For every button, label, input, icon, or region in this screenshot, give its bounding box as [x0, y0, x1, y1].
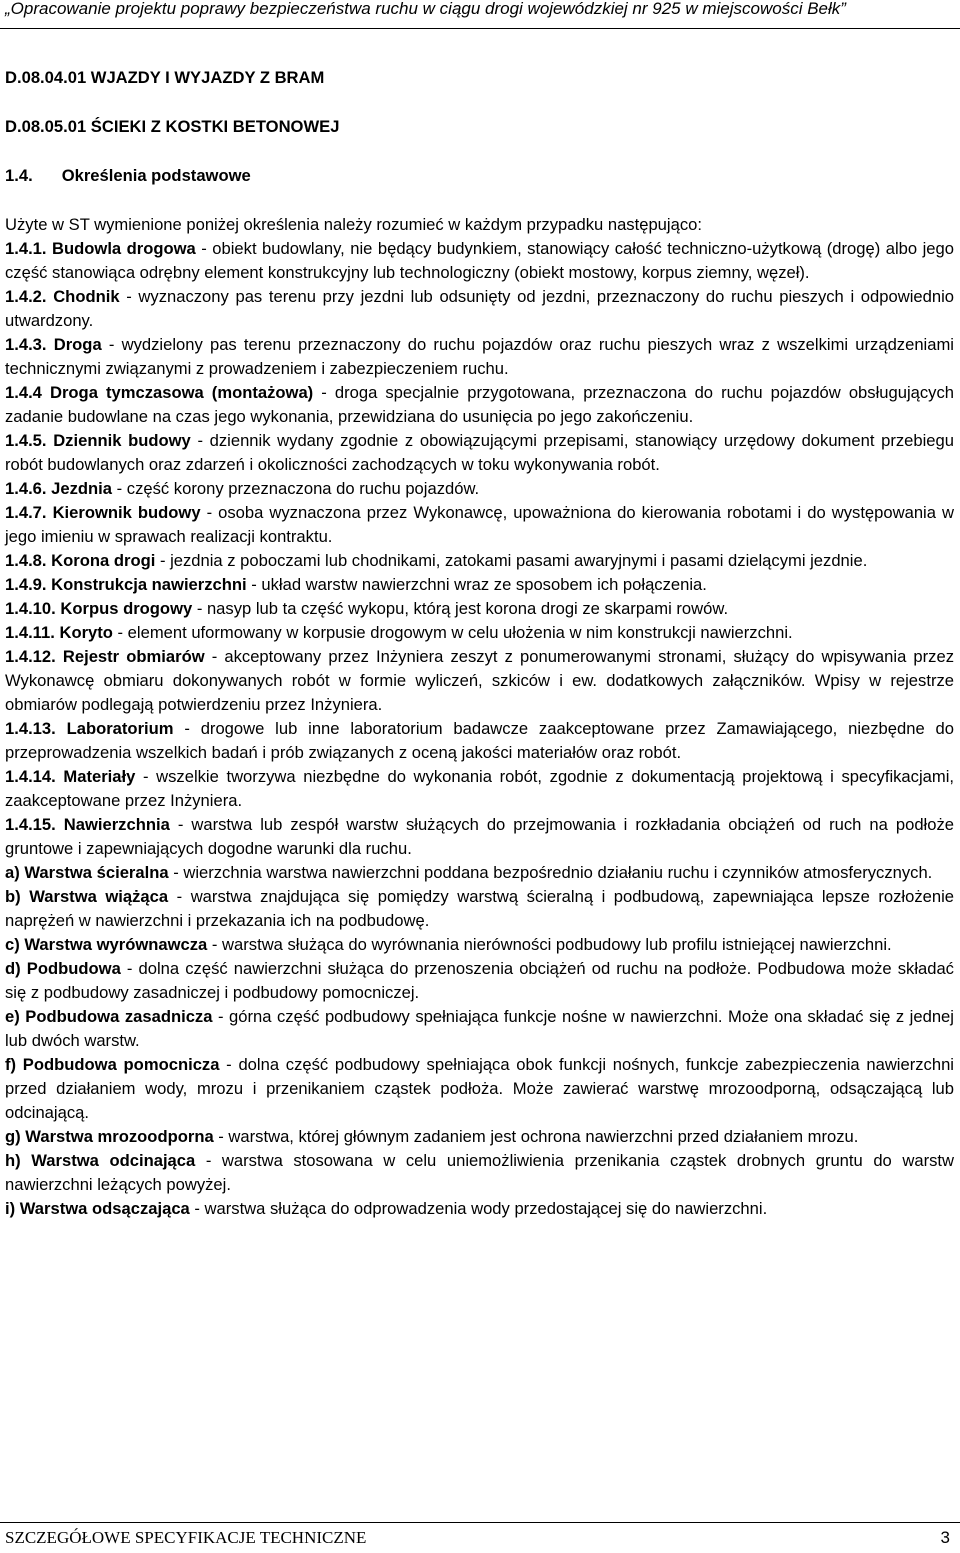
layer-item-term: Warstwa odsączająca	[19, 1199, 190, 1218]
definition-item-term: Laboratorium	[66, 719, 174, 738]
definition-item-number: 1.4.14.	[5, 767, 56, 786]
layer-item	[5, 1005, 954, 1053]
definition-item-term: Konstrukcja nawierzchni	[51, 575, 247, 594]
layer-item-number: b)	[5, 887, 21, 906]
definition-item-number: 1.4.9.	[5, 575, 47, 594]
spec-line-2: D.08.05.01 ŚCIEKI Z KOSTKI BETONOWEJ	[5, 117, 340, 136]
definition-item-term: Jezdnia	[51, 479, 113, 498]
definition-item	[5, 717, 954, 765]
definition-item-number: 1.4.15.	[5, 815, 56, 834]
definition-item-text: - nasyp lub ta część wykopu, którą jest korona drogi ze skarpami rowów.	[192, 599, 729, 618]
definition-item	[5, 813, 954, 861]
definition-item-term: Korpus drogowy	[60, 599, 193, 618]
definition-item-term: Kierownik budowy	[52, 503, 201, 522]
definition-item	[5, 429, 954, 477]
definition-item-number: 1.4.8.	[5, 551, 47, 570]
layer-item	[5, 885, 954, 933]
definition-item	[5, 597, 954, 621]
definition-item	[5, 549, 954, 573]
layer-item	[5, 957, 954, 1005]
definition-item-text: - wydzielony pas terenu przeznaczony do ruchu pojazdów oraz ruchu pieszych wraz z wszelkimi urządzeniami technicznymi związanymi z prowadzeniem i zabezpieczeniem ruchu.	[5, 335, 954, 378]
layer-item-number: c)	[5, 935, 20, 954]
footer-title: SZCZEGÓŁOWE SPECYFIKACJE TECHNICZNE	[5, 1528, 367, 1547]
layer-item-number: f)	[5, 1055, 17, 1074]
layer-item-term: Podbudowa zasadnicza	[25, 1007, 213, 1026]
section-title: Określenia podstawowe	[61, 166, 251, 185]
definition-item-term: Rejestr obmiarów	[62, 647, 205, 666]
layer-item-text: - warstwa znajdująca się pomiędzy warstwą ścieralną i podbudową, zapewniająca lepsze rozłożenie naprężeń w nawierzchni i przekazania ich na podbudowę.	[5, 887, 954, 930]
definition-item-number: 1.4.5.	[5, 431, 47, 450]
content	[5, 66, 954, 1221]
definition-item-number: 1.4.4	[5, 383, 42, 402]
layer-item-number: g)	[5, 1127, 21, 1146]
definition-item-term: Droga tymczasowa (montażowa)	[49, 383, 314, 402]
section-heading	[5, 164, 954, 188]
layer-item-text: - dolna część podbudowy spełniająca obok funkcji nośnych, funkcje zabezpieczenia nawierzchni przed działaniem wody, mrozu i przenikaniem cząstek podłoża. Może zawierać warstwę mrozoodporną, odsączającą lub odcinającą.	[5, 1055, 954, 1122]
definition-item-text: - wyznaczony pas terenu przy jezdni lub odsunięty od jezdni, przeznaczony do ruchu pieszych i odpowiednio utwardzony.	[5, 287, 954, 330]
definition-item-text: - element uformowany w korpusie drogowym w celu ułożenia w nim konstrukcji nawierzchni.	[112, 623, 793, 642]
section-number: 1.4.	[5, 166, 33, 185]
definition-item	[5, 501, 954, 549]
layer-item-term: Podbudowa pomocnicza	[22, 1055, 220, 1074]
layer-item-text: - warstwa stosowana w celu uniemożliwienia przenikania cząstek drobnych gruntu do warstw nawierzchni leżących powyżej.	[5, 1151, 954, 1194]
definition-item-term: Droga	[53, 335, 102, 354]
definition-item-term: Nawierzchnia	[63, 815, 170, 834]
layer-item-text: - górna część podbudowy spełniająca funkcje nośne w nawierzchni. Może ona składać się z jednej lub dwóch warstw.	[5, 1007, 954, 1050]
footer-rule	[0, 1522, 960, 1523]
layer-item	[5, 933, 954, 957]
definition-item-text: - warstwa lub zespół warstw służących do przejmowania i rozkładania obciążeń od ruch na podłoże gruntowe i zapewniających dogodne warunki dla ruchu.	[5, 815, 954, 858]
definition-item	[5, 333, 954, 381]
layer-item-number: i)	[5, 1199, 16, 1218]
definition-item-number: 1.4.1.	[5, 239, 47, 258]
spec-line-1: D.08.04.01 WJAZDY I WYJAZDY Z BRAM	[5, 68, 325, 87]
definition-item-text: - drogowe lub inne laboratorium badawcze zaakceptowane przez Zamawiającego, niezbędne do przeprowadzenia wszelkich badań i prób związanych z oceną jakości materiałów oraz robót.	[5, 719, 954, 762]
definition-item-text: - jezdnia z poboczami lub chodnikami, zatokami pasami awaryjnymi i pasami dzielącymi jezdnie.	[155, 551, 868, 570]
layer-item-term: Warstwa ścieralna	[24, 863, 169, 882]
definition-item	[5, 573, 954, 597]
definition-item-text: - akceptowany przez Inżyniera zeszyt z ponumerowanymi stronami, służący do wpisywania przez Wykonawcę obmiaru dokonywanych robót w formie wyliczeń, szkiców i ew. dodatkowych załączników. Wpisy w rejestrze obmiarów podlegają potwierdzeniu przez Inżyniera.	[5, 647, 954, 714]
definition-item-text: - dziennik wydany zgodnie z obowiązującymi przepisami, stanowiący urzędowy dokument przebiegu robót budowlanych oraz zdarzeń i okoliczności zachodzących w toku wykonywania robót.	[5, 431, 954, 474]
definition-item-number: 1.4.11.	[5, 623, 55, 642]
definition-item-text: - obiekt budowlany, nie będący budynkiem, stanowiący całość techniczno-użytkową (drogę) albo jego część stanowiąca odrębny element konstrukcyjny lub technologiczny (obiekt mostowy, korpus ziemny, węzeł).	[5, 239, 954, 282]
definition-item-number: 1.4.6.	[5, 479, 47, 498]
definition-item-number: 1.4.12.	[5, 647, 56, 666]
definition-item	[5, 765, 954, 813]
definition-item-text: - osoba wyznaczona przez Wykonawcę, upoważniona do kierowania robotami i do występowania w jego imieniu w sprawach realizacji kontraktu.	[5, 503, 954, 546]
layer-item-term: Podbudowa	[26, 959, 121, 978]
layer-item-text: - warstwa, której głównym zadaniem jest ochrona nawierzchni przed działaniem mrozu.	[213, 1127, 859, 1146]
layer-item-term: Warstwa mrozoodporna	[25, 1127, 214, 1146]
layer-item-text: - dolna część nawierzchni służąca do przenoszenia obciążeń od ruchu na podłoże. Podbudowa może składać się z podbudowy zasadniczej i podbudowy pomocniczej.	[5, 959, 954, 1002]
definition-item-term: Budowla drogowa	[52, 239, 196, 258]
running-header: „Opracowanie projektu poprawy bezpieczeństwa ruchu w ciągu drogi wojewódzkiej nr 925 w miejscowości Bełk”	[5, 0, 846, 18]
definition-item-number: 1.4.13.	[5, 719, 56, 738]
layer-item	[5, 1149, 954, 1197]
definition-item	[5, 285, 954, 333]
definition-item-number: 1.4.2.	[5, 287, 47, 306]
definition-item-term: Dziennik budowy	[53, 431, 191, 450]
layer-item-text: - wierzchnia warstwa nawierzchni poddana bezpośrednio działaniu ruchu i czynników atmosferycznych.	[168, 863, 933, 882]
definition-item-number: 1.4.7.	[5, 503, 47, 522]
definition-item-text: - układ warstw nawierzchni wraz ze sposobem ich połączenia.	[246, 575, 707, 594]
definition-item-term: Korona drogi	[51, 551, 156, 570]
definition-item-term: Koryto	[59, 623, 113, 642]
definition-item-text: - wszelkie tworzywa niezbędne do wykonania robót, zgodnie z dokumentacją projektową i specyfikacjami, zaakceptowane przez Inżyniera.	[5, 767, 954, 810]
definition-item	[5, 477, 954, 501]
definition-item	[5, 621, 954, 645]
layers-list	[5, 861, 954, 1221]
definition-item	[5, 381, 954, 429]
definition-item-text: - droga specjalnie przygotowana, przeznaczona do ruchu pojazdów obsługujących zadanie budowlane na czas jego wykonania, przewidziana do usunięcia po jego zakończeniu.	[5, 383, 954, 426]
section-lead: Użyte w ST wymienione poniżej określenia należy rozumieć w każdym przypadku następująco:	[5, 215, 702, 234]
layer-item	[5, 1053, 954, 1125]
layer-item-number: d)	[5, 959, 21, 978]
layer-item-text: - warstwa służąca do odprowadzenia wody przedostającej się do nawierzchni.	[189, 1199, 768, 1218]
layer-item-term: Warstwa wiążąca	[29, 887, 169, 906]
definition-item-term: Materiały	[63, 767, 136, 786]
layer-item-number: h)	[5, 1151, 21, 1170]
layer-item	[5, 1125, 954, 1149]
layer-item-text: - warstwa służąca do wyrównania nierówności podbudowy lub profilu istniejącej nawierzchni.	[207, 935, 892, 954]
definition-item-number: 1.4.3.	[5, 335, 47, 354]
page-number: 3	[940, 1528, 950, 1547]
definition-item-term: Chodnik	[53, 287, 120, 306]
layer-item-number: a)	[5, 863, 20, 882]
definition-item-number: 1.4.10.	[5, 599, 56, 618]
layer-item-term: Warstwa wyrównawcza	[24, 935, 208, 954]
definition-item	[5, 237, 954, 285]
layer-item	[5, 861, 954, 885]
layer-item	[5, 1197, 954, 1221]
definitions-list	[5, 237, 954, 861]
definition-item	[5, 645, 954, 717]
layer-item-number: e)	[5, 1007, 20, 1026]
layer-item-term: Warstwa odcinająca	[31, 1151, 196, 1170]
header-rule	[0, 28, 960, 29]
definition-item-text: - część korony przeznaczona do ruchu pojazdów.	[112, 479, 480, 498]
